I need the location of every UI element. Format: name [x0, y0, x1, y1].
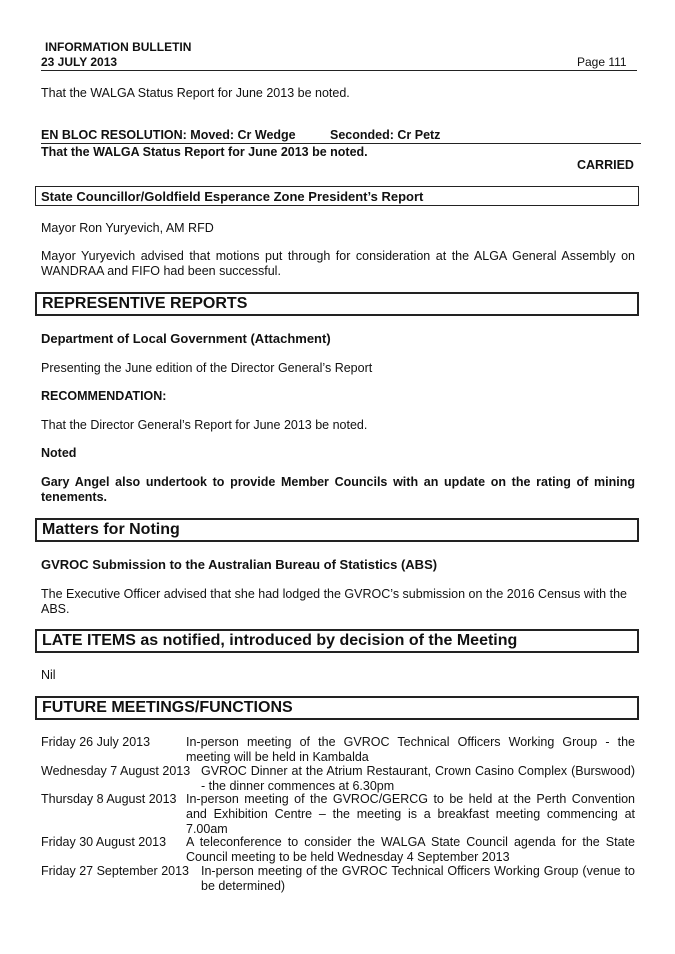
walga-status-text: That the WALGA Status Report for June 2013 be noted. — [41, 86, 350, 100]
bulletin-date: 23 JULY 2013 — [41, 55, 118, 69]
meeting-date: Thursday 8 August 2013 — [41, 792, 177, 806]
resolution-moved: EN BLOC RESOLUTION: Moved: Cr Wedge — [41, 128, 296, 142]
meeting-date: Wednesday 7 August 2013 — [41, 764, 191, 778]
recommendation-label: RECOMMENDATION: — [41, 389, 167, 403]
list-item — [41, 792, 635, 837]
late-items-heading: LATE ITEMS as notified, introduced by decision of the Meeting — [35, 629, 639, 653]
list-item — [41, 835, 635, 865]
carried-label: CARRIED — [577, 158, 634, 172]
meeting-description: A teleconference to consider the WALGA State Council agenda for the State Council meeting to be held Wednesday 4 September 2013 — [186, 835, 635, 864]
abs-submission-text: The Executive Officer advised that she had lodged the GVROC’s submission on the 2016 Census with the ABS. — [41, 587, 627, 616]
late-items-text: Nil — [41, 668, 56, 682]
resolution-text: That the WALGA Status Report for June 2013 be noted. — [41, 145, 368, 159]
meeting-date: Friday 27 September 2013 — [41, 864, 190, 878]
meeting-date: Friday 26 July 2013 — [41, 735, 151, 749]
list-item — [41, 864, 635, 894]
matters-for-noting-heading: Matters for Noting — [35, 518, 639, 542]
header-divider — [41, 70, 637, 71]
resolution-seconded: Seconded: Cr Petz — [330, 128, 441, 142]
meeting-description: In-person meeting of the GVROC Technical Officers Working Group (venue to be determined) — [201, 864, 635, 893]
page-number: Page 111 — [577, 55, 627, 69]
meeting-description: In-person meeting of the GVROC/GERCG to be held at the Perth Convention and Exhibition Centre – the meeting is a breakfast meeting commencing at 7.00am — [186, 792, 635, 836]
future-meetings-heading: FUTURE MEETINGS/FUNCTIONS — [35, 696, 639, 720]
meeting-description: In-person meeting of the GVROC Technical Officers Working Group - the meeting will be held in Kambalda — [186, 735, 635, 764]
bulletin-title: INFORMATION BULLETIN — [45, 40, 192, 54]
list-item — [41, 735, 635, 765]
meeting-date: Friday 30 August 2013 — [41, 835, 167, 849]
resolution-divider — [41, 143, 641, 144]
abs-submission-subheading: GVROC Submission to the Australian Bureau of Statistics (ABS) — [41, 557, 438, 572]
presenting-text: Presenting the June edition of the Director General’s Report — [41, 361, 373, 375]
noted-label: Noted — [41, 446, 77, 460]
president-report-heading: State Councillor/Goldfield Esperance Zone President’s Report — [35, 186, 639, 206]
representive-reports-heading: REPRESENTIVE REPORTS — [35, 292, 639, 316]
dlg-subheading: Department of Local Government (Attachment) — [41, 331, 331, 346]
president-report-text: Mayor Yuryevich advised that motions put through for consideration at the ALGA General Assembly on WANDRAA and FIFO had been successful. — [41, 249, 635, 278]
gary-angel-note: Gary Angel also undertook to provide Member Councils with an update on the rating of mining tenements. — [41, 475, 635, 504]
recommendation-text: That the Director General’s Report for June 2013 be noted. — [41, 418, 368, 432]
president-name: Mayor Ron Yuryevich, AM RFD — [41, 221, 214, 235]
list-item — [41, 764, 635, 794]
meeting-description: GVROC Dinner at the Atrium Restaurant, Crown Casino Complex (Burswood) - the dinner commences at 6.30pm — [201, 764, 635, 793]
